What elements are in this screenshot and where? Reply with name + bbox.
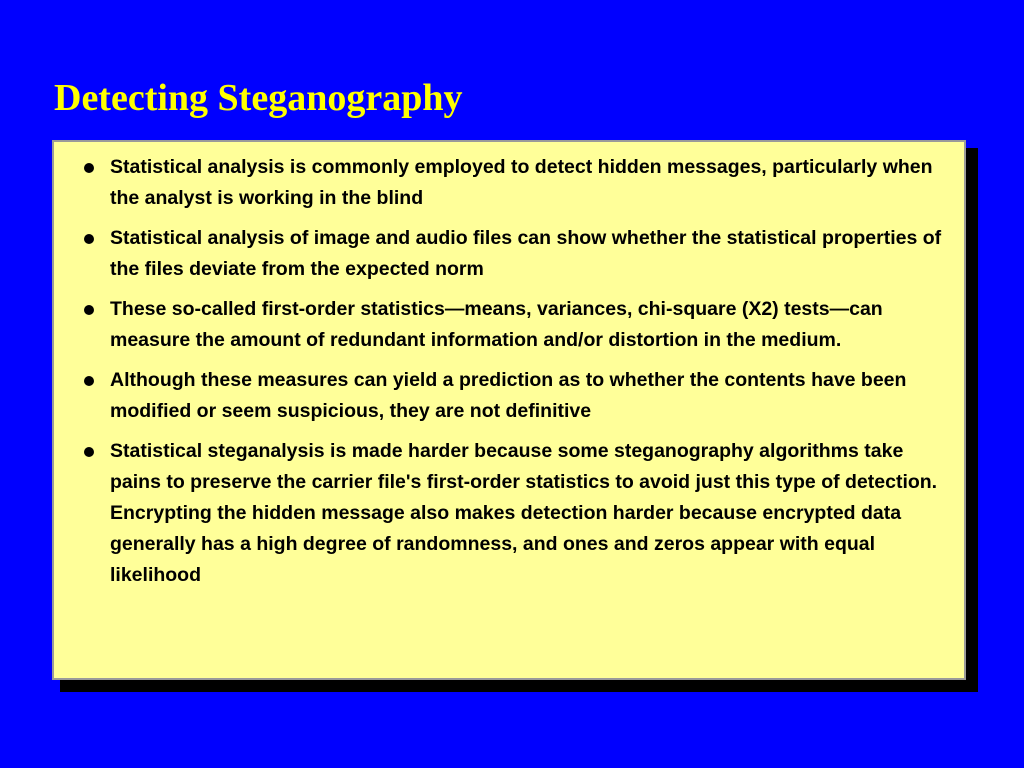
bullet-dot-icon — [84, 234, 94, 244]
bullet-list — [84, 152, 944, 600]
bullet-item — [84, 436, 944, 591]
bullet-text: Statistical steganalysis is made harder because some steganography algorithms take pains to preserve the carrier file's first-order statistics to avoid just this type of detection. Encrypting the hidden message also makes detection harder because encrypted data generally has a high degree of randomness, and ones and zeros appear with equal likelihood — [110, 440, 938, 586]
bullet-dot-icon — [84, 447, 94, 457]
slide-title: Detecting Steganography — [54, 77, 463, 119]
content-box — [52, 140, 966, 680]
bullet-text: Statistical analysis is commonly employed to detect hidden messages, particularly when the analyst is working in the blind — [110, 156, 933, 209]
bullet-item — [84, 223, 944, 285]
bullet-text: Although these measures can yield a prediction as to whether the contents have been modified or seem suspicious, they are not definitive — [110, 369, 907, 422]
bullet-dot-icon — [84, 163, 94, 173]
bullet-item — [84, 152, 944, 214]
bullet-item — [84, 365, 944, 427]
bullet-text: These so-called first-order statistics—means, variances, chi-square (X2) tests—can measure the amount of redundant information and/or distortion in the medium. — [110, 298, 883, 351]
bullet-dot-icon — [84, 376, 94, 386]
bullet-dot-icon — [84, 305, 94, 315]
bullet-text: Statistical analysis of image and audio files can show whether the statistical properties of the files deviate from the expected norm — [110, 227, 942, 280]
bullet-item — [84, 294, 944, 356]
